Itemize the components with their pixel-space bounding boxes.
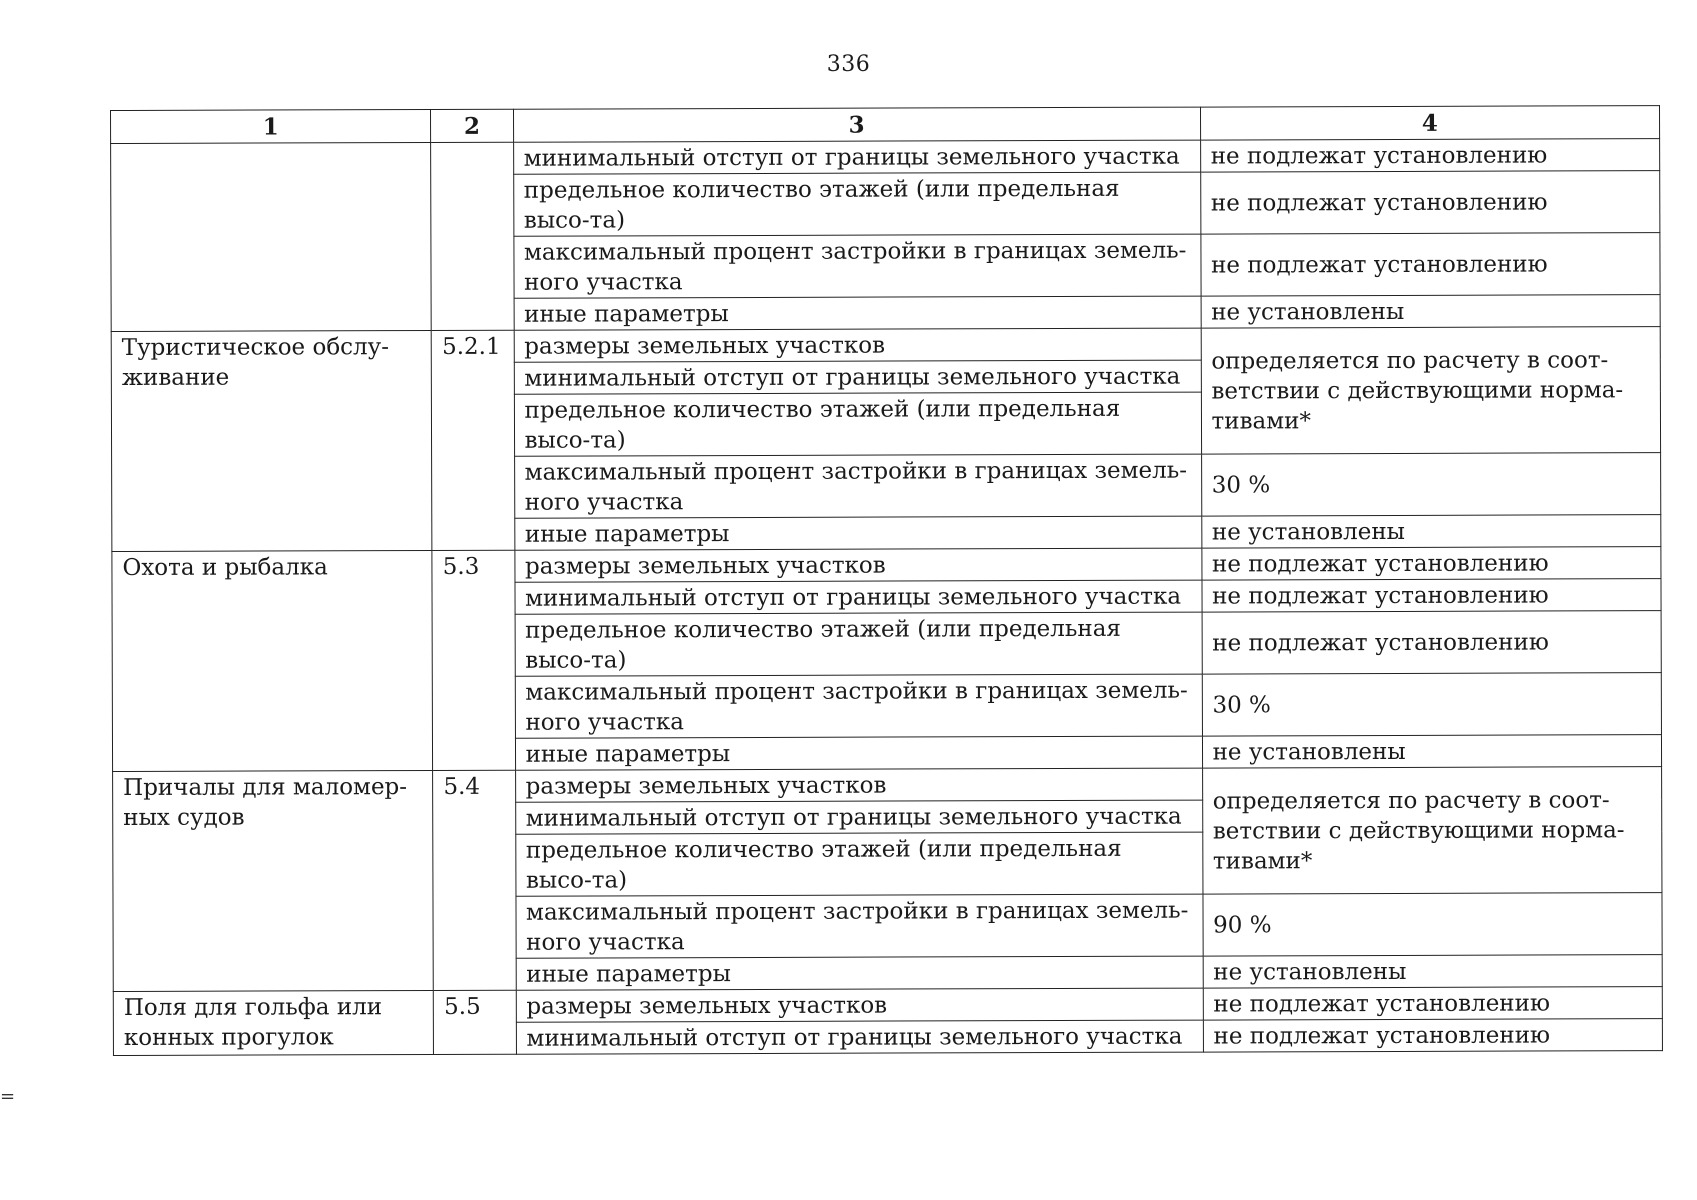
parameter-name: минимальный отступ от границы земельного участка bbox=[515, 800, 1202, 834]
parameter-value: не подлежат установлению bbox=[1202, 579, 1662, 612]
table-row bbox=[111, 327, 1660, 364]
parameter-name: предельное количество этажей (или предельная высо-та) bbox=[514, 392, 1201, 456]
header-col-1: 1 bbox=[111, 109, 431, 143]
parameter-name: минимальный отступ от границы земельного участка bbox=[513, 140, 1200, 174]
regulations-table bbox=[110, 105, 1663, 1056]
parameter-name: максимальный процент застройки в границах земель-ного участка bbox=[515, 674, 1202, 738]
parameter-value: 30 % bbox=[1201, 453, 1661, 516]
parameter-value: не подлежат установлению bbox=[1203, 987, 1663, 1020]
land-use-name: Поля для гольфа или конных прогулок bbox=[113, 990, 434, 1055]
parameter-value: не установлены bbox=[1203, 955, 1663, 988]
table-row bbox=[113, 987, 1662, 1024]
parameter-name: максимальный процент застройки в границах земель-ного участка bbox=[514, 454, 1201, 518]
parameter-name: иные параметры bbox=[514, 296, 1201, 330]
parameter-value: 90 % bbox=[1203, 893, 1663, 956]
parameter-value: не подлежат установлению bbox=[1202, 611, 1662, 674]
land-use-code bbox=[431, 142, 514, 330]
header-col-4: 4 bbox=[1200, 106, 1660, 140]
page-number: 336 bbox=[826, 52, 871, 77]
land-use-name: Туристическое обслу-живание bbox=[111, 330, 432, 551]
scan-edge-mark: = bbox=[0, 1086, 16, 1107]
parameter-name: иные параметры bbox=[514, 516, 1201, 550]
parameter-name: минимальный отступ от границы земельного участка bbox=[516, 1020, 1203, 1054]
parameter-name: максимальный процент застройки в границах земель-ного участка bbox=[513, 234, 1200, 298]
land-use-name: Охота и рыбалка bbox=[112, 550, 433, 771]
parameter-name: размеры земельных участков bbox=[514, 328, 1201, 362]
parameter-value: не установлены bbox=[1201, 515, 1661, 548]
parameter-name: иные параметры bbox=[516, 956, 1203, 990]
header-col-2: 2 bbox=[431, 109, 513, 142]
table-row bbox=[113, 767, 1662, 804]
parameter-value: определяется по расчету в соот-ветствии с действующими норма-тивами* bbox=[1202, 767, 1662, 894]
land-use-code: 5.5 bbox=[434, 990, 516, 1054]
land-use-code: 5.2.1 bbox=[432, 330, 515, 550]
parameter-name: размеры земельных участков bbox=[515, 768, 1202, 802]
parameter-value: не подлежат установлению bbox=[1200, 171, 1660, 234]
parameter-name: иные параметры bbox=[515, 736, 1202, 770]
parameter-value: не подлежат установлению bbox=[1203, 1019, 1663, 1052]
parameter-name: предельное количество этажей (или предельная высо-та) bbox=[515, 612, 1202, 676]
parameter-name: размеры земельных участков bbox=[516, 988, 1203, 1022]
parameter-value: не подлежат установлению bbox=[1200, 233, 1660, 296]
land-use-code: 5.3 bbox=[432, 550, 515, 770]
parameter-value: 30 % bbox=[1202, 673, 1662, 736]
land-use-name bbox=[111, 142, 432, 331]
parameter-name: максимальный процент застройки в границах земель-ного участка bbox=[515, 894, 1202, 958]
parameter-value: не подлежат установлению bbox=[1201, 547, 1661, 580]
parameter-value: не подлежат установлению bbox=[1200, 139, 1660, 172]
parameter-value: не установлены bbox=[1202, 735, 1662, 768]
parameter-name: минимальный отступ от границы земельного участка bbox=[514, 360, 1201, 394]
parameter-name: минимальный отступ от границы земельного участка bbox=[515, 580, 1202, 614]
land-use-name: Причалы для маломер-ных судов bbox=[113, 770, 434, 991]
table-header-row bbox=[111, 106, 1660, 144]
table-body bbox=[111, 139, 1663, 1056]
table-row bbox=[112, 547, 1661, 584]
parameter-name: размеры земельных участков bbox=[514, 548, 1201, 582]
parameter-value: не установлены bbox=[1201, 295, 1661, 328]
header-col-3: 3 bbox=[513, 107, 1200, 142]
table-row bbox=[111, 139, 1660, 176]
parameter-name: предельное количество этажей (или предельная высо-та) bbox=[515, 832, 1202, 896]
parameter-value: определяется по расчету в соот-ветствии с действующими норма-тивами* bbox=[1201, 327, 1661, 454]
land-use-code: 5.4 bbox=[433, 770, 516, 990]
parameter-name: предельное количество этажей (или предельная высо-та) bbox=[513, 172, 1200, 236]
